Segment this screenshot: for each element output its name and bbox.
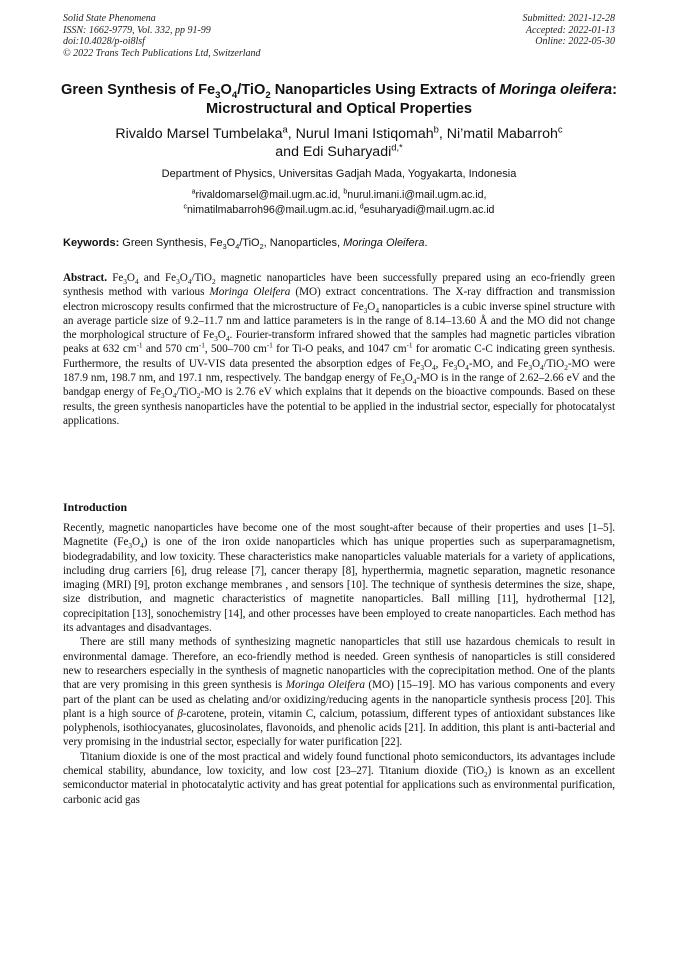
- email-b[interactable]: nurul.imani.i@mail.ugm.ac.id,: [347, 189, 487, 201]
- journal-issn: ISSN: 1662-9779, Vol. 332, pp 91-99: [63, 24, 211, 36]
- journal-doi: doi:10.4028/p-oi8lsf: [63, 36, 145, 47]
- journal-info: [63, 13, 261, 59]
- author-emails: $^a$rivaldomarsel@mail.ugm.ac.id, $^b$nurul.imani.i@mail.ugm.ac.id, $^c$nimatilmabarroh96@mail.ugm.ac.id, $^d$esuharyadi@mail.ugm.ac.id: [183, 188, 495, 216]
- publication-dates: [523, 13, 616, 48]
- date-accepted: Accepted: 2022-01-13: [525, 24, 615, 36]
- journal-copyright: © 2022 Trans Tech Publications Ltd, Switzerland: [63, 47, 261, 59]
- email-c[interactable]: nimatilmabarroh96@mail.ugm.ac.id,: [187, 203, 360, 216]
- affiliation: Department of Physics, Universitas Gadjah Mada, Yogyakarta, Indonesia: [161, 168, 517, 180]
- abstract: Abstract. $Fe_3O_4$ and $Fe_3O_4/TiO_2$ magnetic nanoparticles have been successfully prepared using an eco-friendly green synthesis method with various Moringa Oleifera (MO) extract concentrations. The X-ray diffraction and transmission electron microscopy results confirmed that the microstructure of $Fe_3O_4$ nanoparticles is a cubic inverse spinel structure with an average particle size of 9.2–11.7 nm and lattice parameters is in the range of 8.14–13.60 Å and the MO did not change the morphological structure of $Fe_3O_4$. Fourier-transform infrared showed that the samples had magnetic particles vibration peaks at 632 $cm^{-1}$ and 570 $cm^{-1}$, 500–700 $cm^{-1}$ for Ti-O peaks, and 1047 $cm^{-1}$ for aromatic C-C indicating green synthesis. Furthermore, the results of UV-VIS data presented the absorption edges of $Fe_3O_4$, $Fe_3O_4-MO$, and $Fe_3O_4/TiO_2-MO$ were 187.9 nm, 198.7 nm, and 197.1 nm, respectively. The bandgap energy of $Fe_3O_4-MO$ is in the range of 2.62–2.66 eV and the bandgap energy of $Fe_3O_4/TiO_2-MO$ is 2.76 eV which explains that it depends on the bioactive compounds. Based on these results, the green synthesis nanoparticles have the potential to be applied in the industrial sector, especially for photocatalyst applications.: [63, 272, 616, 427]
- email-a[interactable]: rivaldomarsel@mail.ugm.ac.id,: [195, 189, 344, 201]
- keywords-label: Keywords:: [63, 237, 120, 249]
- paragraph: Titanium dioxide is one of the most practical and widely found functional photo semiconductors, its advantages include chemical stability, abundance, low toxicity, and low cost [23–27]. Titanium dioxide (TiO$_2$) is known as an excellent semiconductor material in photocatalytic activity and has great potential for applications such as environmental purification, carbonic acid gas: [63, 750, 615, 806]
- paper-title: Green Synthesis of $Fe_3O_4/TiO_2$ Nanoparticles Using Extracts of Moringa oleifera: Microstructural and Optical Properties: [61, 82, 617, 117]
- date-submitted: Submitted: 2021-12-28: [522, 13, 615, 24]
- paragraph: Recently, magnetic nanoparticles have become one of the most sought-after because of their properties and uses [1–5]. Magnetite $(Fe_3O_4)$ is one of the iron oxide nanoparticles which has unique properties such as superparamagnetism, biodegradability, and low toxicity. These characteristics make nanoparticles valuable materials for a variety of applications, including drug carriers [6], drug release [7], cancer therapy [8], hyperthermia, magnetic separation, magnetic resonance imaging (MRI) [9], proton exchange membranes , and sensors [10]. The technique of synthesis determines the size, shape, size distribution, and magnetic characteristics of magnetite nanoparticles. Ball milling [11], hydrothermal [12], coprecipitation [13], sonochemistry [14], and other processes have been employed to create nanoparticles. Each method has its advantages and disadvantages.: [63, 522, 616, 635]
- section-heading-introduction: Introduction: [63, 500, 128, 514]
- keywords: Keywords: Green Synthesis, $Fe_3O_4/TiO_2$, Nanoparticles, Moringa Oleifera.: [63, 237, 428, 252]
- journal-name: Solid State Phenomena: [63, 13, 156, 24]
- paragraph: There are still many methods of synthesizing magnetic nanoparticles that still use hazardous chemicals to result in environmental damage. Therefore, an eco-friendly method is needed. Green synthesis of nanoparticles is still considered new to researchers especially in the synthesis of magnetic nanoparticles with the coprecipitation method. One of the plants that are very promising in this green synthesis is Moringa Oleifera (MO) [15–19]. MO has various components and every part of the plant can be used as chelating and/or oxidizing/reducing agents in the nanoparticle synthesis process [20]. This plant is a high source of β-carotene, protein, vitamin C, calcium, potassium, different types of antioxidant substances like polyphenols, isothiocyanates, glucosinolates, flavonoids, and phenolic acids [21]. In addition, this plant is anti-bacterial and very promising in the industrial sector, especially for water purification [22].: [63, 636, 616, 749]
- author-list: Rivaldo Marsel Tumbelaka$^a$, Nurul Imani Istiqomah$^b$, Ni’matil Mabarroh$^c$ and Edi Suharyadi$^{d,*}$: [115, 124, 563, 160]
- introduction-body: [63, 521, 615, 807]
- abstract-label: Abstract.: [63, 272, 107, 284]
- email-d[interactable]: esuharyadi@mail.ugm.ac.id: [363, 203, 495, 216]
- date-online: Online: 2022-05-30: [535, 36, 615, 47]
